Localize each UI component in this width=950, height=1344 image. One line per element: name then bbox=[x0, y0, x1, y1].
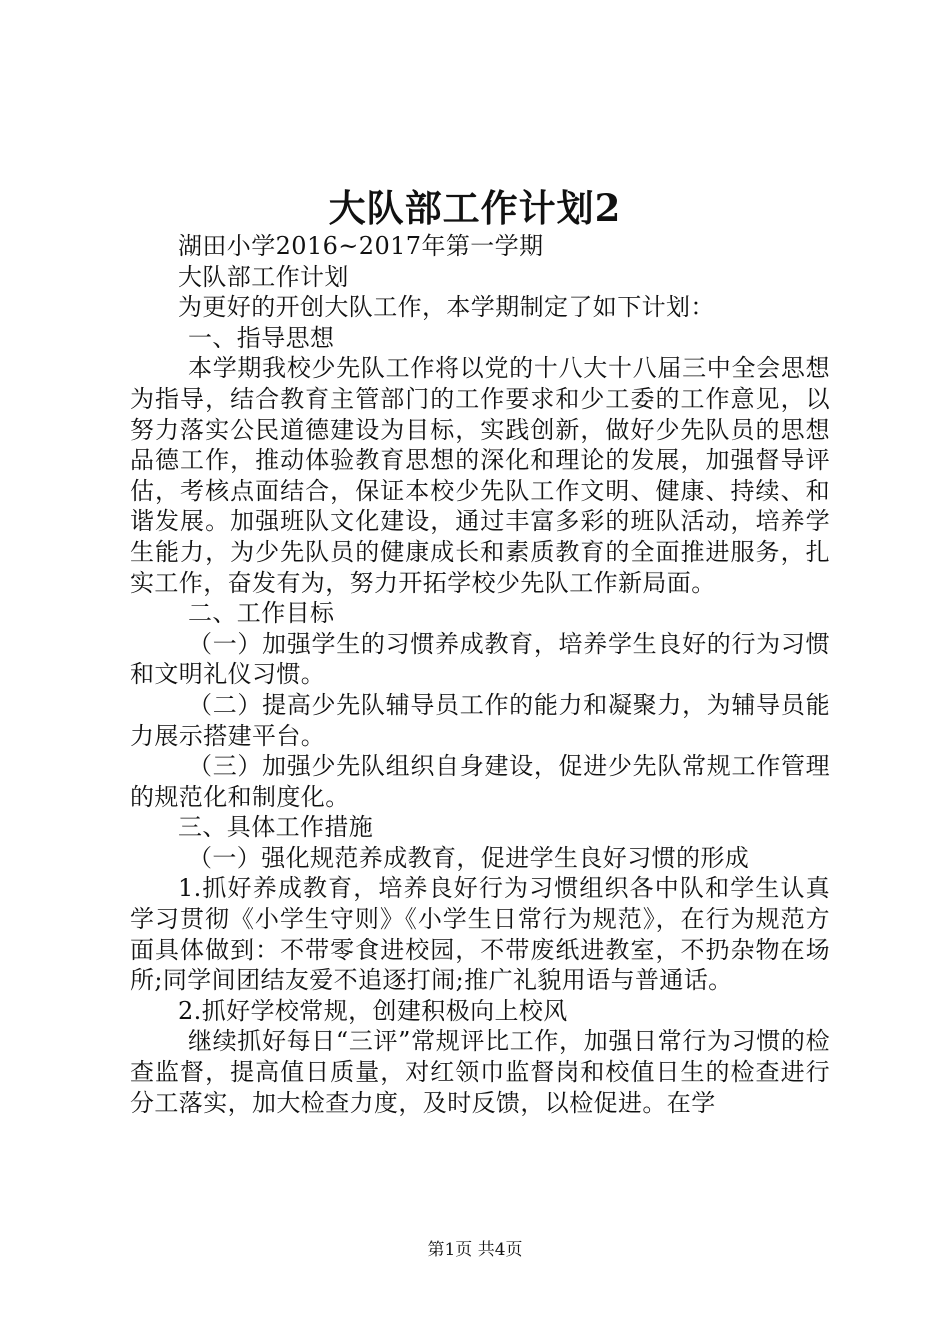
goal-item-1: （一）加强学生的习惯养成教育，培养学生良好的行为习惯和文明礼仪习惯。 bbox=[130, 629, 830, 689]
school-term-line: 湖田小学2016~2017年第一学期 bbox=[178, 232, 544, 260]
measure-subheading-1: （一）强化规范养成教育，促进学生良好习惯的形成 bbox=[188, 843, 750, 872]
page-number-footer: 第1页 共4页 bbox=[427, 1240, 523, 1260]
goal-item-2: （二）提高少先队辅导员工作的能力和凝聚力，为辅导员能力展示搭建平台。 bbox=[130, 690, 830, 750]
section-heading-guiding-thought: 一、指导思想 bbox=[188, 323, 335, 352]
goal-item-3: （三）加强少先队组织自身建设，促进少先队常规工作管理的规范化和制度化。 bbox=[130, 752, 830, 811]
guiding-thought-paragraph: 本学期我校少先队工作将以党的十八大十八届三中全会思想为指导，结合教育主管部门的工作要求和少工委的工作意见，以努力落实公民道德建设为目标，实践创新，做好少先队员的思想品德工作，推动体验教育思想的深化和理论的发展，加强督导评估，考核点面结合，保证本校少先队工作文明、健康、持续、和谐发展。加强班队文化建设，通过丰富多彩的班队活动，培养学生能力，为少先队员的健康成长和素质教育的全面推进服务，扎实工作，奋发有为，努力开拓学校少先队工作新局面。 bbox=[130, 354, 830, 597]
measure-item-1: 1.抓好养成教育，培养良好行为习惯组织各中队和学生认真学习贯彻《小学生守则》《小学生日常行为规范》，在行为规范方面具体做到：不带零食进校园，不带废纸进教室，不扔杂物在场所;同学间团结友爱不追逐打闹;推广礼貌用语与普通话。 bbox=[130, 874, 830, 995]
document-body bbox=[130, 231, 830, 1118]
plan-subtitle: 大队部工作计划 bbox=[178, 262, 349, 291]
section-heading-work-goals: 二、工作目标 bbox=[188, 599, 335, 628]
measure-item-2-paragraph: 继续抓好每日“三评”常规评比工作，加强日常行为习惯的检查监督，提高值日质量，对红领巾监督岗和校值日生的检查进行分工落实，加大检查力度，及时反馈，以检促进。在学 bbox=[130, 1027, 830, 1117]
measure-item-2-heading: 2.抓好学校常规，创建积极向上校风 bbox=[178, 996, 568, 1025]
document-title: 大队部工作计划2 bbox=[328, 186, 622, 230]
intro-paragraph: 为更好的开创大队工作，本学期制定了如下计划： bbox=[178, 293, 715, 322]
section-heading-measures: 三、具体工作措施 bbox=[178, 813, 374, 842]
